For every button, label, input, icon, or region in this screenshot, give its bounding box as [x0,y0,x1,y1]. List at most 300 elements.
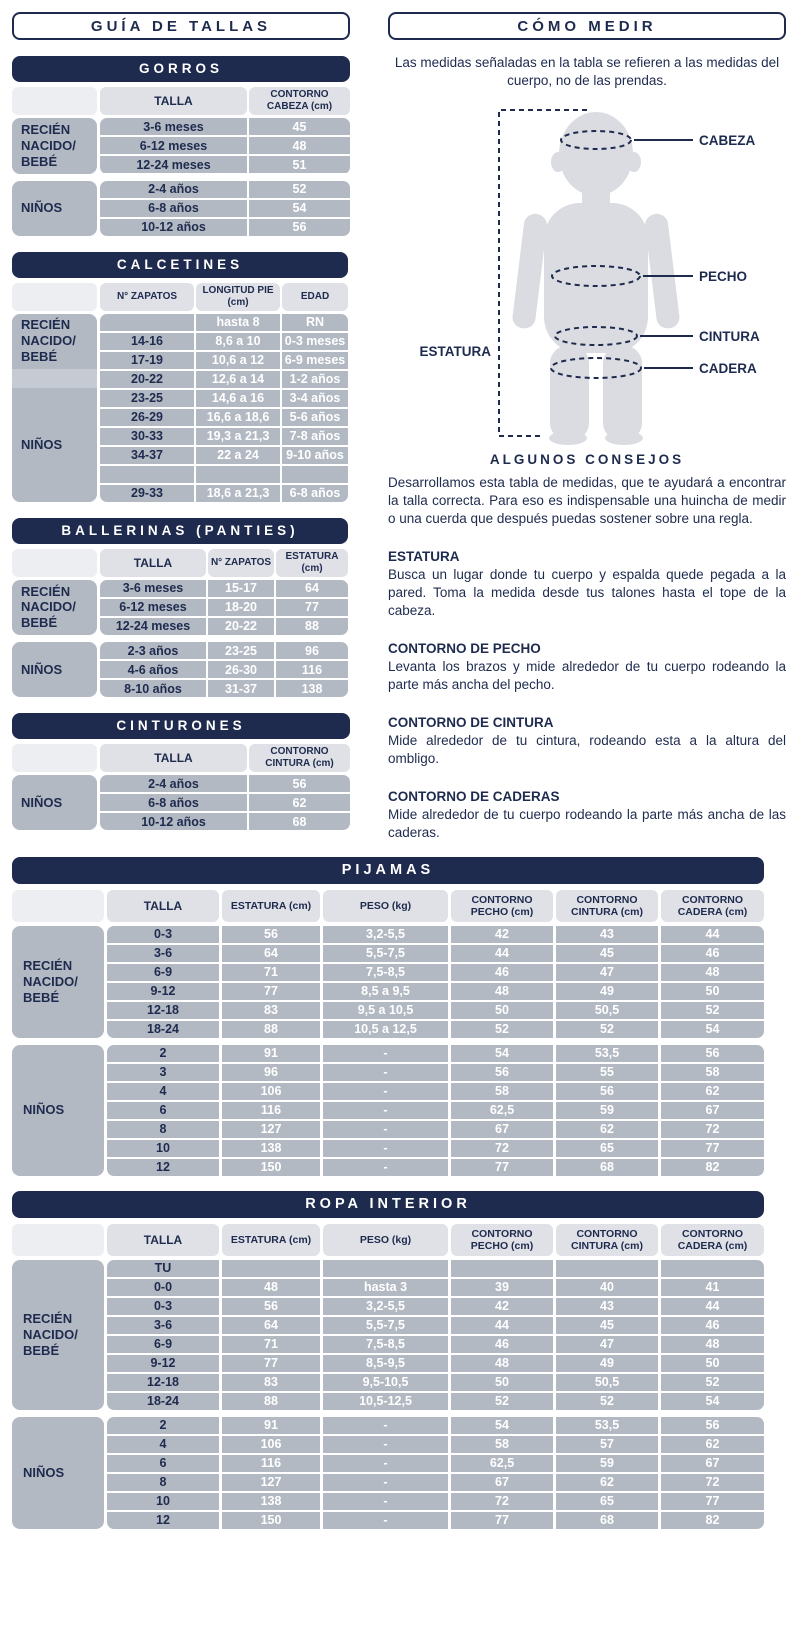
table-cell: 12,6 a 14 [194,371,280,388]
table-body-group [12,1045,764,1176]
table-cell: 12-18 [107,1002,219,1019]
table-cell: 0-3 [107,926,219,943]
table-cell: 54 [658,1021,764,1038]
table-cell: 106 [219,1083,320,1100]
table-row [107,943,764,962]
table-cell: 15-17 [206,580,274,597]
table-cell: 1-2 años [280,371,348,388]
table-row [107,1138,764,1157]
table-cell: 50,5 [553,1374,658,1391]
table-cell: 18-24 [107,1393,219,1410]
table-cell: 44 [448,945,553,962]
cabeza-label: CABEZA [699,133,756,149]
table-cell: 138 [274,680,348,697]
table-cell: 138 [219,1140,320,1157]
table-cell: 45 [553,945,658,962]
table-title-bar: BALLERINAS (PANTIES) [12,518,348,544]
table-cell: RN [280,314,348,331]
table-cell: 8-10 años [100,680,206,697]
table-title-bar: CINTURONES [12,713,350,739]
intro-text: Las medidas señaladas en la tabla se refieren a las medidas del cuerpo, no de las prendas. [394,55,780,89]
section-heading: CONTORNO DE CADERAS [388,788,560,804]
table-cell: 2-4 años [100,775,247,792]
estatura-section [388,549,786,620]
column-header: N° ZAPATOS [100,283,194,311]
body-measurement-diagram [388,96,786,448]
ballerinas-table [12,518,348,698]
table-cell: 52 [553,1393,658,1410]
column-header: CONTORNO CINTURA (cm) [249,744,350,772]
table-cell: 62 [247,794,350,811]
row-group-label: NIÑOS [12,1417,104,1529]
table-cell: 59 [553,1455,658,1472]
table-title-bar: GORROS [12,56,350,82]
table-cell: 46 [448,1336,553,1353]
table-cell: 82 [658,1512,764,1529]
table-cell: 72 [448,1493,553,1510]
table-cell [658,1260,764,1277]
table-cell: 96 [274,642,348,659]
table-cell: 77 [219,983,320,1000]
table-cell: 6-9 meses [280,352,348,369]
table-cell: 26-29 [100,409,194,426]
table-row [100,181,350,198]
cadera-label: CADERA [699,361,757,377]
column-header: EDAD [282,283,348,311]
table-row [107,1019,764,1038]
table-body-group [12,1260,764,1410]
row-group [107,1417,764,1529]
table-header-row [12,283,348,311]
table-cell: 6-8 años [100,794,247,811]
row-group [100,118,350,174]
table-cell: hasta 3 [320,1279,448,1296]
table-cell: 58 [658,1064,764,1081]
table-cell: 45 [553,1317,658,1334]
table-cell: 54 [448,1417,553,1434]
table-cell: 0-3 [107,1298,219,1315]
table-cell: 52 [448,1393,553,1410]
silhouette-shape [511,112,680,445]
top-section [12,12,786,842]
row-group-label: RECIÉN NACIDO/ BEBÉ [12,1260,104,1410]
table-cell: 72 [658,1121,764,1138]
how-to-measure-title: CÓMO MEDIR [388,12,786,40]
table-row [107,1510,764,1529]
contorno-caderas-section [388,789,786,842]
table-row [107,1315,764,1334]
table-row [100,331,348,350]
table-cell: 0-0 [107,1279,219,1296]
how-to-measure-column [388,12,786,842]
table-body-group [12,181,350,236]
table-cell: 62 [658,1436,764,1453]
table-cell: 9-12 [107,983,219,1000]
row-group [107,1260,764,1410]
table-cell: 91 [219,1417,320,1434]
table-row [100,678,348,697]
table-cell: 12 [107,1512,219,1529]
table-row [107,1417,764,1434]
table-row [100,464,348,483]
row-label-column [12,314,97,502]
row-group [100,775,350,830]
ropa-interior-table [12,1191,764,1529]
table-cell: 53,5 [553,1417,658,1434]
table-cell: 48 [448,983,553,1000]
table-cell: 43 [553,1298,658,1315]
table-cell: 39 [448,1279,553,1296]
table-cell [100,466,194,483]
table-cell: 10 [107,1140,219,1157]
table-cell: 52 [448,1021,553,1038]
column-header: LONGITUD PIE (cm) [196,283,280,311]
table-cell: 56 [658,1045,764,1062]
table-cell: 18-20 [206,599,274,616]
table-row [100,580,348,597]
table-cell: 50 [658,983,764,1000]
table-row [107,1372,764,1391]
table-cell: 49 [553,1355,658,1372]
table-row [100,198,350,217]
table-cell: 2 [107,1417,219,1434]
table-cell: 3,2-5,5 [320,926,448,943]
table-cell: TU [107,1260,219,1277]
table-cell: 64 [219,1317,320,1334]
row-group-label: RECIÉN NACIDO/ BEBÉ [12,314,97,369]
table-cell: 12 [107,1159,219,1176]
table-cell: 6 [107,1102,219,1119]
table-cell: - [320,1102,448,1119]
table-cell: 3 [107,1064,219,1081]
table-row [100,445,348,464]
table-cell: 10,5 a 12,5 [320,1021,448,1038]
table-cell: 52 [553,1021,658,1038]
table-cell: 55 [553,1064,658,1081]
column-header: CONTORNO CADERA (cm) [661,1224,764,1256]
contorno-pecho-section [388,641,786,694]
section-heading: CONTORNO DE PECHO [388,641,541,657]
table-cell: - [320,1159,448,1176]
column-header: TALLA [100,87,247,115]
table-row [107,1353,764,1372]
table-cell: - [320,1083,448,1100]
table-header-row [12,890,764,922]
column-header: ESTATURA (cm) [222,1224,320,1256]
table-row [107,1100,764,1119]
table-cell: 10,5-12,5 [320,1393,448,1410]
table-cell: 5-6 años [280,409,348,426]
pijamas-table [12,857,764,1176]
table-cell: 42 [448,926,553,943]
row-group [100,642,348,697]
table-row [100,388,348,407]
table-title-bar: CALCETINES [12,252,348,278]
row-group [107,926,764,1038]
row-group [100,580,348,636]
table-body-group [12,926,764,1038]
table-cell: 20-22 [100,371,194,388]
table-cell: 49 [553,983,658,1000]
table-row [107,1453,764,1472]
table-cell: 62,5 [448,1455,553,1472]
table-cell: - [320,1474,448,1491]
table-cell: 50 [658,1355,764,1372]
table-cell: 53,5 [553,1045,658,1062]
table-cell: 42 [448,1298,553,1315]
table-cell: 96 [219,1064,320,1081]
table-cell: 116 [219,1455,320,1472]
table-cell: 23-25 [206,642,274,659]
table-row [100,792,350,811]
table-cell: - [320,1064,448,1081]
table-title-bar: PIJAMAS [12,857,764,884]
table-header-row [12,549,348,577]
table-cell: - [320,1455,448,1472]
table-cell: 77 [448,1512,553,1529]
section-text: Mide alrededor de tu cuerpo rodeando la parte más ancha de las caderas. [388,806,786,840]
table-cell: 116 [274,661,348,678]
table-row [107,1334,764,1353]
table-cell: 65 [553,1493,658,1510]
table-row [100,597,348,616]
table-cell: 56 [219,1298,320,1315]
table-cell: 138 [219,1493,320,1510]
table-cell: 72 [658,1474,764,1491]
table-cell: 68 [247,813,350,830]
table-cell: 54 [247,200,350,217]
section-heading: CONTORNO DE CINTURA [388,715,554,731]
column-header: TALLA [107,1224,219,1256]
table-cell: 3-6 meses [100,580,206,597]
table-cell: 106 [219,1436,320,1453]
column-header: ESTATURA (cm) [276,549,348,577]
table-row [100,775,350,792]
table-cell: 31-37 [206,680,274,697]
table-cell: 10-12 años [100,219,247,236]
row-group-label: NIÑOS [12,642,97,697]
table-cell: 52 [658,1002,764,1019]
table-cell: 127 [219,1121,320,1138]
section-text: Mide alrededor de tu cintura, rodeando esta a la altura del ombligo. [388,733,786,767]
table-row [107,1277,764,1296]
column-header: TALLA [107,890,219,922]
table-cell: 67 [448,1474,553,1491]
table-cell: 7,5-8,5 [320,964,448,981]
table-row [100,407,348,426]
table-cell: - [320,1121,448,1138]
table-cell: 8,5 a 9,5 [320,983,448,1000]
column-header: CONTORNO CINTURA (cm) [556,1224,658,1256]
table-row [107,1491,764,1510]
table-cell: - [320,1436,448,1453]
table-cell: 10,6 a 12 [194,352,280,369]
table-cell: 83 [219,1374,320,1391]
section-text: Busca un lugar donde tu cuerpo y espalda quede pegada a la pared. Toma la medida desde tus talones hasta el tope de la cabeza. [388,567,786,619]
row-group-label: RECIÉN NACIDO/ BEBÉ [12,118,97,174]
table-header-row [12,87,350,115]
table-cell: 45 [247,118,350,135]
table-cell: 6-9 [107,964,219,981]
table-cell: 12-24 meses [100,156,247,173]
table-cell: 4-6 años [100,661,206,678]
table-cell: 14-16 [100,333,194,350]
table-cell: 46 [658,1317,764,1334]
cinturones-table [12,713,350,830]
column-header: CONTORNO PECHO (cm) [451,890,553,922]
table-cell: 5,5-7,5 [320,1317,448,1334]
table-cell: 6-9 [107,1336,219,1353]
row-group-label [12,369,97,388]
table-cell: 47 [553,964,658,981]
section-text: Levanta los brazos y mide alrededor de tu cuerpo rodeando la parte más ancha del pecho. [388,659,786,693]
column-header: PESO (kg) [323,1224,448,1256]
table-cell: 8,5-9,5 [320,1355,448,1372]
section-heading: ESTATURA [388,549,460,565]
table-cell: 88 [219,1021,320,1038]
table-cell: - [320,1512,448,1529]
table-cell: 71 [219,964,320,981]
table-cell: 9,5-10,5 [320,1374,448,1391]
table-cell: 18-24 [107,1021,219,1038]
table-cell: 9-10 años [280,447,348,464]
table-cell: 0-3 meses [280,333,348,350]
table-row [107,1434,764,1453]
table-cell: 150 [219,1159,320,1176]
table-cell: 50 [448,1002,553,1019]
table-cell: 56 [247,219,350,236]
table-body-group [12,1417,764,1529]
table-cell: 77 [274,599,348,616]
table-cell [553,1260,658,1277]
table-row [100,616,348,635]
table-cell: 3,2-5,5 [320,1298,448,1315]
table-body [12,314,348,502]
table-row [100,659,348,678]
table-cell: 44 [658,926,764,943]
table-cell: 50,5 [553,1002,658,1019]
table-cell: 9,5 a 10,5 [320,1002,448,1019]
table-corner-cell [12,1224,104,1256]
table-cell: 56 [448,1064,553,1081]
table-cell: 62 [553,1121,658,1138]
table-cell: 56 [219,926,320,943]
table-body-group [12,118,350,174]
table-cell: 67 [658,1102,764,1119]
table-cell: - [320,1417,448,1434]
row-group-label: RECIÉN NACIDO/ BEBÉ [12,926,104,1038]
table-cell: 62 [658,1083,764,1100]
table-cell: 91 [219,1045,320,1062]
table-cell: 77 [219,1355,320,1372]
table-cell: 127 [219,1474,320,1491]
table-cell [280,466,348,483]
table-cell: 56 [247,775,350,792]
table-cell: 82 [658,1159,764,1176]
table-row [107,1296,764,1315]
row-group-label: NIÑOS [12,388,97,502]
table-cell: 19,3 a 21,3 [194,428,280,445]
table-cell: 59 [553,1102,658,1119]
pecho-label: PECHO [699,269,748,285]
column-header: N° ZAPATOS [208,549,274,577]
table-cell: 57 [553,1436,658,1453]
row-group-label: NIÑOS [12,775,97,830]
table-cell: 71 [219,1336,320,1353]
table-cell: 62,5 [448,1102,553,1119]
table-row [100,154,350,173]
table-cell: 65 [553,1140,658,1157]
table-body-group [12,642,348,697]
table-cell: 64 [219,945,320,962]
table-corner-cell [12,890,104,922]
table-cell: 150 [219,1512,320,1529]
table-cell: 10-12 años [100,813,247,830]
table-cell: 46 [448,964,553,981]
child-silhouette-figure [391,96,783,448]
table-cell: 88 [274,618,348,635]
tips-heading: ALGUNOS CONSEJOS [489,452,685,468]
table-cell: 62 [553,1474,658,1491]
table-cell: hasta 8 [194,314,280,331]
tips-text: Desarrollamos esta tabla de medidas, que te ayudará a encontrar la talla correcta. Para eso es indispensable una huincha de medir o una cuerda que después puedas sostener sobre una regla. [388,475,786,527]
table-cell: 3-6 meses [100,118,247,135]
table-cell: 9-12 [107,1355,219,1372]
page-title: GUÍA DE TALLAS [12,12,350,40]
table-cell [100,314,194,331]
table-row [107,926,764,943]
table-row [107,1062,764,1081]
table-cell: 8,6 a 10 [194,333,280,350]
table-cell: 10 [107,1493,219,1510]
table-cell: 8 [107,1121,219,1138]
table-row [107,1157,764,1176]
table-row [100,217,350,236]
table-cell: 88 [219,1393,320,1410]
column-header: PESO (kg) [323,890,448,922]
table-cell: 41 [658,1279,764,1296]
table-cell: 17-19 [100,352,194,369]
table-corner-cell [12,283,97,311]
table-cell: 116 [219,1102,320,1119]
table-row [100,118,350,135]
column-header: CONTORNO PECHO (cm) [451,1224,553,1256]
table-cell: 54 [448,1045,553,1062]
table-cell: 7-8 años [280,428,348,445]
row-group [100,181,350,236]
table-cell: 3-4 años [280,390,348,407]
table-body-group [12,580,348,636]
table-cell: 22 a 24 [194,447,280,464]
table-row [107,1119,764,1138]
table-title-bar: ROPA INTERIOR [12,1191,764,1218]
gorros-table [12,56,350,236]
table-row [107,1000,764,1019]
table-cell: 6-12 meses [100,599,206,616]
table-cell: 6-8 años [280,485,348,502]
column-header: CONTORNO CABEZA (cm) [249,87,350,115]
table-row [100,483,348,502]
table-cell: 68 [553,1159,658,1176]
column-header: TALLA [100,744,247,772]
table-row [100,369,348,388]
column-header: TALLA [100,549,206,577]
table-cell: 40 [553,1279,658,1296]
table-cell: 29-33 [100,485,194,502]
table-row [107,1081,764,1100]
table-row [100,426,348,445]
table-cell [320,1260,448,1277]
